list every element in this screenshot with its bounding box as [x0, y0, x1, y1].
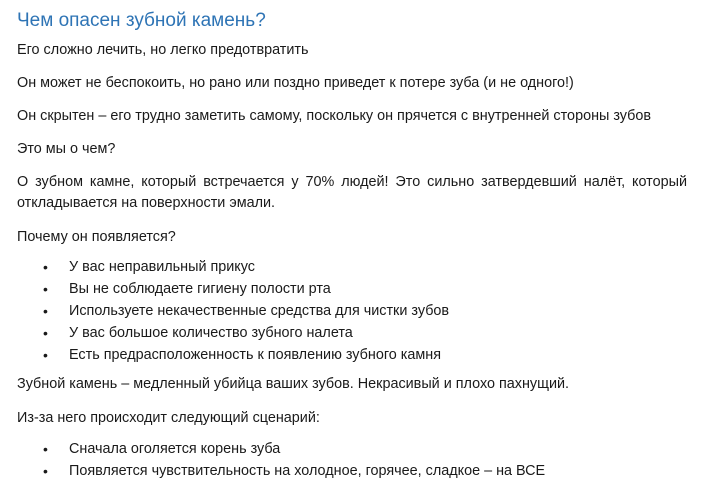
causes-heading: Почему он появляется? [17, 229, 176, 245]
list-item [17, 279, 687, 301]
list-item-text: Сначала оголяется корень зуба [69, 441, 281, 457]
document-page [17, 9, 687, 483]
causes-list [17, 257, 687, 367]
list-item [17, 439, 687, 461]
list-item [17, 323, 687, 345]
list-item [17, 257, 687, 279]
list-item-text: У вас большое количество зубного налета [69, 325, 353, 341]
list-item-text: Есть предрасположенность к появлению зубного камня [69, 347, 442, 363]
bullet-icon: • [43, 463, 48, 479]
list-item-text: Используете некачественные средства для чистки зубов [69, 303, 450, 319]
scenario-list [17, 439, 687, 483]
list-item [17, 301, 687, 323]
intro-line-1: Его сложно лечить, но легко предотвратить [17, 42, 309, 58]
list-item-text: Появляется чувствительность на холодное, горячее, сладкое – на ВСЕ [69, 463, 546, 479]
bullet-icon: • [43, 441, 48, 457]
intro-line-4: Это мы о чем? [17, 141, 116, 157]
bullet-icon: • [43, 259, 48, 275]
list-item-text: Вы не соблюдаете гигиену полости рта [69, 281, 331, 297]
list-item [17, 345, 687, 367]
killer-paragraph: Зубной камень – медленный убийца ваших зубов. Некрасивый и плохо пахнущий. [17, 376, 570, 392]
bullet-icon: • [43, 281, 48, 297]
scenario-heading: Из-за него происходит следующий сценарий: [17, 410, 320, 426]
bullet-icon: • [43, 303, 48, 319]
intro-line-3: Он скрытен – его трудно заметить самому, поскольку он прячется с внутренней стороны зубов [17, 108, 652, 124]
definition-paragraph: О зубном камне, который встречается у 70% людей! Это сильно затвердевший налёт, который откладывается на поверхности эмали. [17, 174, 687, 211]
bullet-icon: • [43, 325, 48, 341]
document-heading: Чем опасен зубной камень? [17, 10, 266, 31]
intro-line-2: Он может не беспокоить, но рано или поздно приведет к потере зуба (и не одного!) [17, 75, 574, 91]
bullet-icon: • [43, 347, 48, 363]
list-item-text: У вас неправильный прикус [69, 259, 255, 275]
